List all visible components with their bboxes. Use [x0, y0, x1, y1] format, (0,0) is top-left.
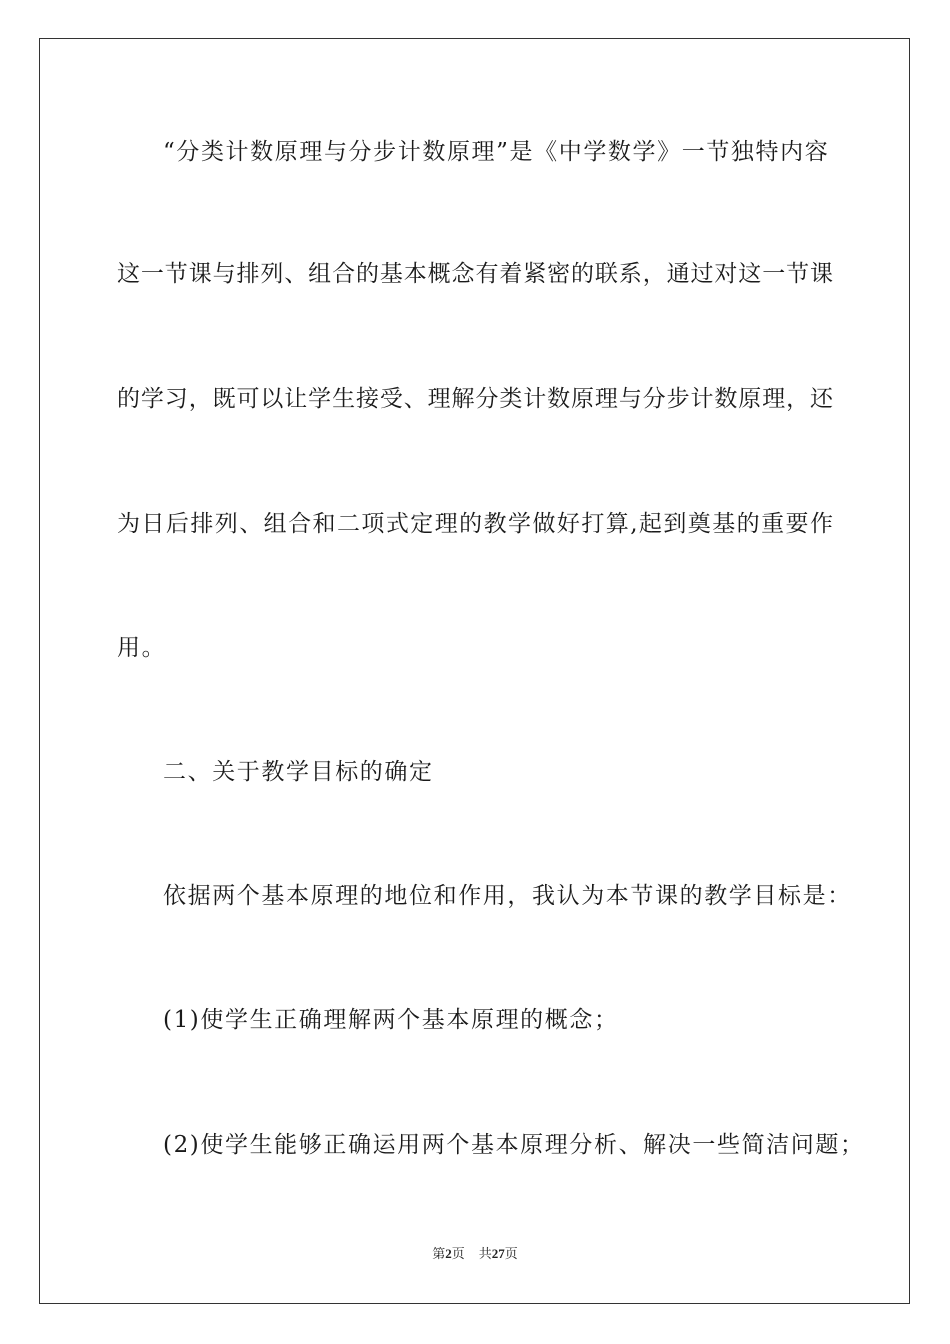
list-item-2: (2)使学生能够正确运用两个基本原理分析、解决一些简洁问题；	[163, 1132, 865, 1158]
total-pages: 27	[491, 1246, 505, 1261]
total-prefix: 共	[478, 1246, 492, 1261]
section-heading: 二、关于教学目标的确定	[163, 759, 434, 785]
list-item-1: (1)使学生正确理解两个基本原理的概念；	[163, 1007, 619, 1033]
page-number: 2	[445, 1246, 452, 1261]
page-suffix: 页	[451, 1246, 465, 1261]
paragraph-line-2: 这一节课与排列、组合的基本概念有着紧密的联系，通过对这一节课	[117, 261, 833, 287]
paragraph-intro: 依据两个基本原理的地位和作用，我认为本节课的教学目标是：	[163, 883, 852, 909]
paragraph-line-1: “分类计数原理与分步计数原理”是《中学数学》一节独特内容	[163, 139, 830, 165]
paragraph-line-5: 用。	[117, 635, 167, 661]
page-footer	[0, 1246, 950, 1262]
paragraph-line-4: 为日后排列、组合和二项式定理的教学做好打算,起到奠基的重要作	[117, 511, 833, 537]
paragraph-line-3: 的学习，既可以让学生接受、理解分类计数原理与分步计数原理，还	[117, 386, 833, 412]
total-suffix: 页	[504, 1246, 518, 1261]
page-border	[39, 38, 910, 1304]
page-prefix: 第	[432, 1246, 446, 1261]
